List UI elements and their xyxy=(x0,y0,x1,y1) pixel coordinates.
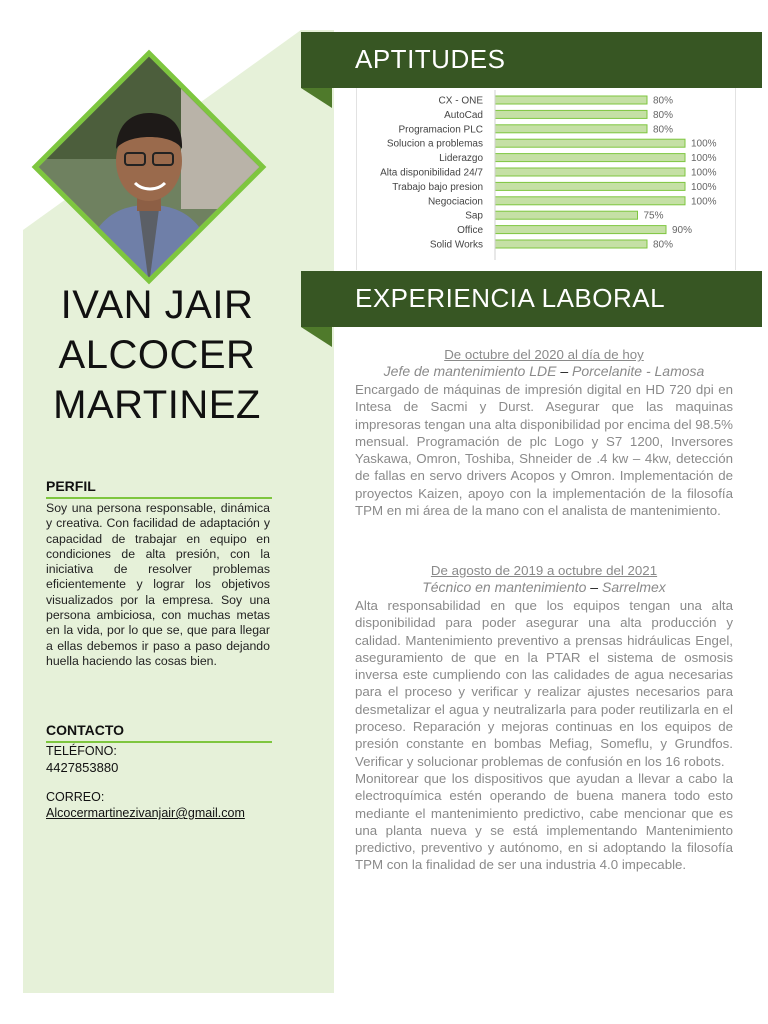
skill-bar xyxy=(495,182,685,190)
job-role-line xyxy=(355,363,733,379)
skill-bar xyxy=(495,139,685,147)
skill-label: Trabajo bajo presion xyxy=(392,181,483,193)
aptitudes-title: APTITUDES xyxy=(355,44,506,74)
skill-label: Solucion a problemas xyxy=(386,138,483,150)
job-role: Técnico en mantenimiento xyxy=(422,579,587,595)
skill-value-label: 100% xyxy=(691,167,717,179)
skill-label: Liderazgo xyxy=(439,153,483,165)
job-description: Encargado de máquinas de impresión digital en HD 720 dpi en Intesa de Sacmi y Durst. Asegurar que las maquinas impresoras tengan una alta disponibilidad por encima del 98.5% mensual. Programación de plc Logo y S7 1200, Inversores Yaskawa, Omron, Toshiba, Shneider de .4 kw – 4kw, detección de fallas en servo drivers Acopos y Omron. Implementación de proyectos Kaizen, apoyo con la implementación de la filosofía TPM en mi área de la mano con el analista de mantenimiento. xyxy=(355,382,733,519)
skill-bar xyxy=(495,197,685,205)
skill-label: AutoCad xyxy=(444,109,483,121)
job-separator: – xyxy=(560,363,569,379)
aptitudes-banner-fold xyxy=(301,88,332,108)
skill-value-label: 80% xyxy=(653,239,674,251)
job-date: De agosto de 2019 a octubre del 2021 xyxy=(430,563,658,578)
skill-value-label: 80% xyxy=(653,95,674,107)
skill-bar xyxy=(495,168,685,176)
experiencia-title: EXPERIENCIA LABORAL xyxy=(355,283,666,313)
skill-value-label: 90% xyxy=(672,225,693,237)
phone-label: TELÉFONO: xyxy=(46,744,117,758)
skill-label: Solid Works xyxy=(429,239,483,251)
phone-value: 4427853880 xyxy=(46,760,119,775)
job-date: De octubre del 2020 al día de hoy xyxy=(444,347,644,362)
job-company: Sarrelmex xyxy=(601,579,666,595)
job-description: Alta responsabilidad en que los equipos tengan una alta disponibilidad para poder asegurar una alta producción y calidad. Mantenimiento preventivo a prensas hidráulicas Engel, aseguramiento de que en la PTAR el sistema de osmosis inversa este cumpliendo con las calidades de agua necesarias para el proceso y verificar y realizar ajustes necesarios para desmetalizar el agua y neutralizarla para poder reutilizarla en el proceso. Reparación y mejoras continuas en los equipos de presión constante en bombas Mefiag, Someflu, y Grundfos. Verificar y solucionar problemas de confusión en los 16 robots. xyxy=(355,598,733,769)
email-label: CORREO: xyxy=(46,790,105,804)
name-line-3: MARTINEZ xyxy=(53,383,261,427)
skill-value-label: 100% xyxy=(691,181,717,193)
skill-label: Negociacion xyxy=(427,196,483,208)
job-company: Porcelanite - Lamosa xyxy=(572,363,705,379)
skill-label: CX - ONE xyxy=(438,95,483,107)
job-description-continued: Monitorear que los dispositivos que ayudan a llevar a cabo la electroquímica estén operando de buena manera todo esto mediante el mantenimiento predictivo, cabe mencionar que es una planta nueva y se está implementando Mantenimiento predictivo, preventivo y autónomo, en si adoptando la filosofía TPM con la finalidad de ser una industria 4.0 impecable. xyxy=(355,770,733,873)
skill-label: Sap xyxy=(465,210,483,222)
email-link[interactable]: Alcocermartinezivanjair@gmail.com xyxy=(46,806,245,820)
contacto-heading: CONTACTO xyxy=(46,722,125,738)
skill-value-label: 100% xyxy=(691,153,717,165)
skill-bar xyxy=(495,211,638,219)
skill-label: Programacion PLC xyxy=(398,124,483,136)
skill-value-label: 75% xyxy=(643,210,664,222)
skill-bar xyxy=(495,110,647,118)
skill-value-label: 100% xyxy=(691,196,717,208)
full-name xyxy=(23,280,291,430)
skill-label: Office xyxy=(457,225,483,237)
perfil-rule xyxy=(46,497,272,499)
skill-bar xyxy=(495,154,685,162)
name-line-1: IVAN JAIR xyxy=(60,283,254,327)
aptitudes-banner xyxy=(301,32,762,88)
skill-bar xyxy=(495,240,647,248)
skill-value-label: 100% xyxy=(691,138,717,150)
skill-bar xyxy=(495,96,647,104)
job-entry xyxy=(355,347,733,519)
contacto-rule xyxy=(46,741,272,743)
skill-value-label: 80% xyxy=(653,109,674,121)
job-role-line xyxy=(355,579,733,595)
skill-bar xyxy=(495,226,666,234)
experiencia-banner-fold xyxy=(301,327,332,347)
job-entry xyxy=(355,563,733,874)
skills-chart xyxy=(356,88,736,270)
perfil-text: Soy una persona responsable, dinámica y creativa. Con facilidad de adaptación y capacidad de trabajar en equipo en condiciones de alta presión, con la iniciativa de resolver problemas eficientemente y lograr los objetivos visualizados por la empresa. Soy una persona ambiciosa, con muchas metas en la vida, por lo que se, que para llegar a ellas debemos ir paso a paso dejando huella haciendo las cosas bien. xyxy=(46,501,270,668)
job-role: Jefe de mantenimiento LDE xyxy=(383,363,557,379)
experiencia-banner xyxy=(301,271,762,327)
perfil-heading: PERFIL xyxy=(46,478,96,494)
skills-chart-svg xyxy=(357,88,737,270)
skill-value-label: 80% xyxy=(653,124,674,136)
job-separator: – xyxy=(590,579,599,595)
skill-bar xyxy=(495,125,647,133)
name-line-2: ALCOCER xyxy=(58,333,256,377)
skill-label: Alta disponibilidad 24/7 xyxy=(380,167,483,179)
